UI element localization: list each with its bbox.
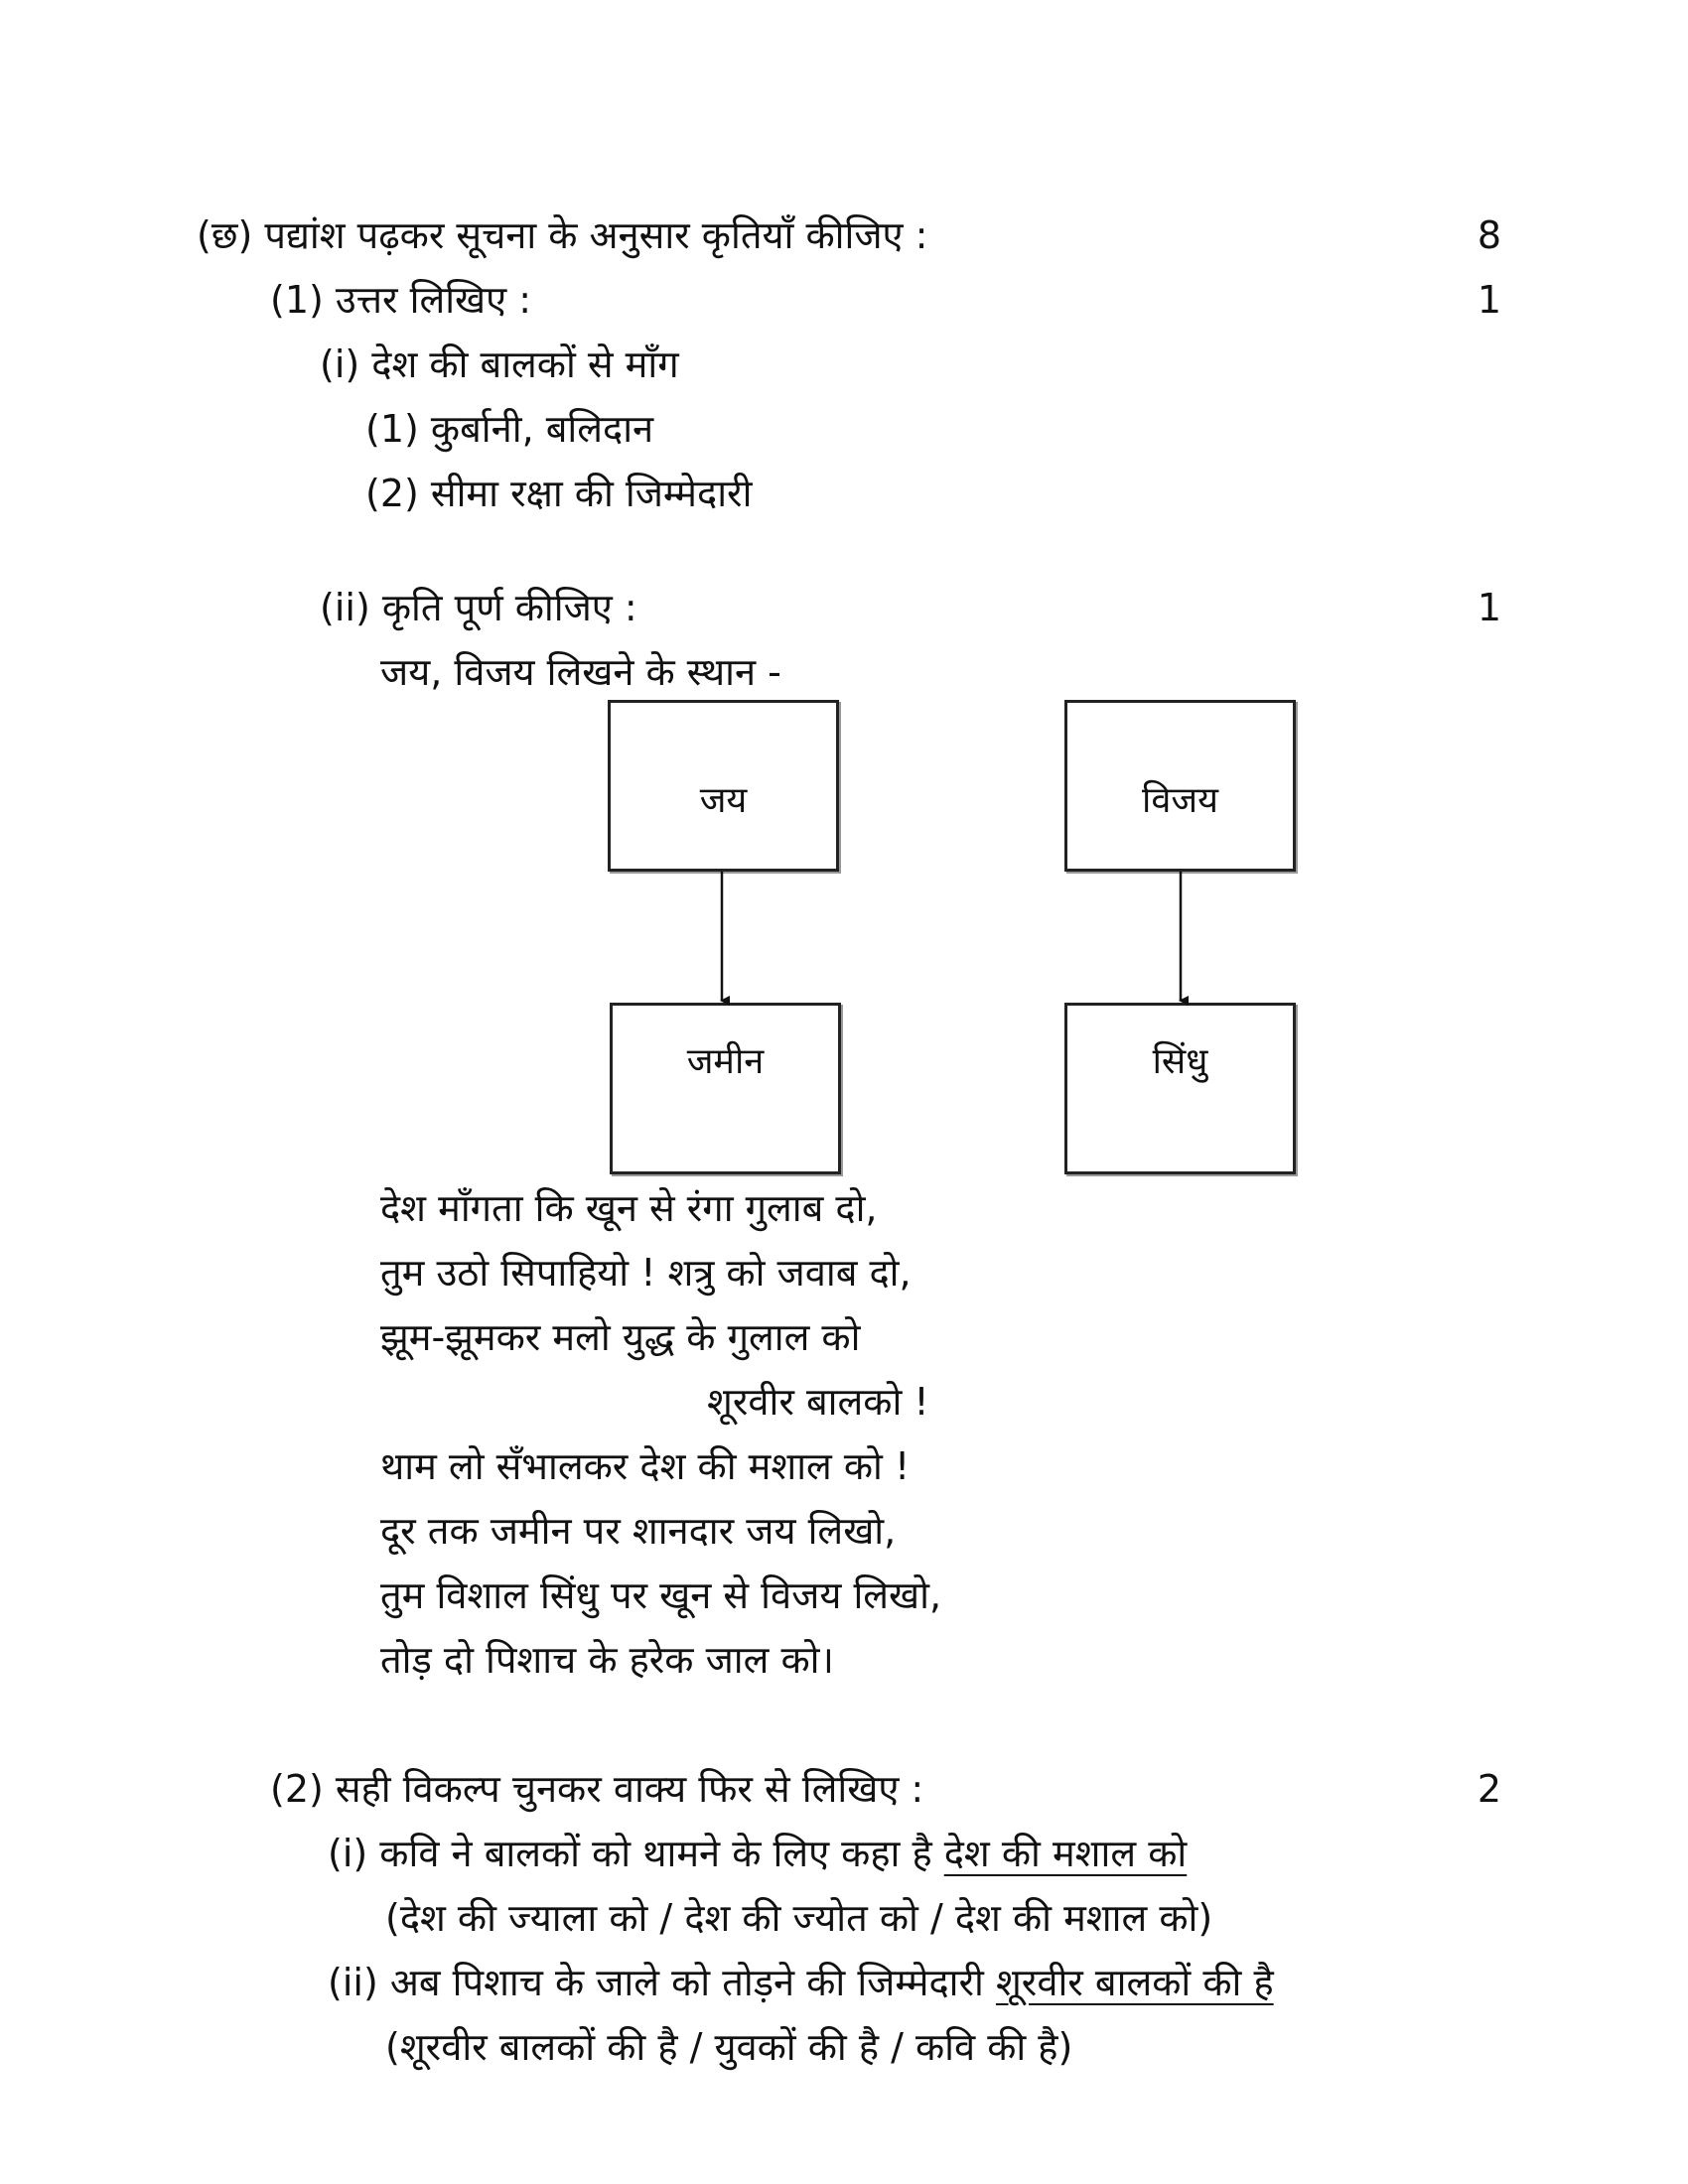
poem-line-2: तुम उठो सिपाहियो ! शत्रु को जवाब दो, xyxy=(380,1251,912,1295)
diagram-label-vijay: विजय xyxy=(1142,780,1218,821)
q2-part-i-options: (देश की ज्याला को / देश की ज्योत को / देश की मशाल को) xyxy=(385,1896,1213,1940)
diagram-label-jay: जय xyxy=(699,780,748,821)
poem-line-7: तुम विशाल सिंधु पर खून से विजय लिखो, xyxy=(380,1573,942,1617)
poem-line-6: दूर तक जमीन पर शानदार जय लिखो, xyxy=(380,1509,897,1553)
diagram-label-sindhu: सिंधु xyxy=(1152,1041,1208,1082)
q2-part-i xyxy=(328,1832,1188,1875)
q2-part-ii-prefix: (ii) अब पिशाच के जाले को तोड़ने की जिम्मेदारी xyxy=(328,1961,984,2004)
poem-line-5: थाम लो सँभालकर देश की मशाल को ! xyxy=(380,1444,911,1488)
q2-part-ii-answer: शूरवीर बालकों की है xyxy=(995,1961,1274,2004)
q2-part-ii-options: (शूरवीर बालकों की है / युवकों की है / कवि की है) xyxy=(385,2025,1073,2069)
q1-part-i-label: (i) देश की बालकों से माँग xyxy=(320,342,679,386)
q2-part-i-answer: देश की मशाल को xyxy=(943,1832,1188,1875)
poem-line-3: झूम-झूमकर मलो युद्ध के गुलाल को xyxy=(380,1315,861,1359)
q1-part-ii-label: (ii) कृति पूर्ण कीजिए : xyxy=(320,586,637,629)
diagram-label-jameen: जमीन xyxy=(686,1041,765,1082)
q1-heading: (1) उत्तर लिखिए : xyxy=(270,278,532,322)
q1-marks: 1 xyxy=(1477,278,1501,322)
poem-line-4: शूरवीर बालको ! xyxy=(707,1380,929,1424)
q1-part-i-answer-2: (2) सीमा रक्षा की जिम्मेदारी xyxy=(365,472,753,515)
q1-part-ii-prompt: जय, विजय लिखने के स्थान - xyxy=(380,650,781,694)
poem-line-1: देश माँगता कि खून से रंगा गुलाब दो, xyxy=(380,1186,878,1230)
q2-part-i-prefix: (i) कवि ने बालकों को थामने के लिए कहा है xyxy=(328,1832,932,1875)
q2-marks: 2 xyxy=(1477,1767,1501,1811)
section-heading: (छ) पद्यांश पढ़कर सूचना के अनुसार कृतियाँ कीजिए : xyxy=(197,213,928,257)
q1-part-i-answer-1: (1) कुर्बानी, बलिदान xyxy=(365,407,654,451)
q2-part-ii xyxy=(328,1961,1274,2004)
poem-line-8: तोड़ दो पिशाच के हरेक जाल को। xyxy=(380,1638,834,1682)
q2-heading: (2) सही विकल्प चुनकर वाक्य फिर से लिखिए : xyxy=(270,1767,924,1811)
section-marks: 8 xyxy=(1477,213,1501,257)
q1-part-ii-marks: 1 xyxy=(1477,586,1501,629)
